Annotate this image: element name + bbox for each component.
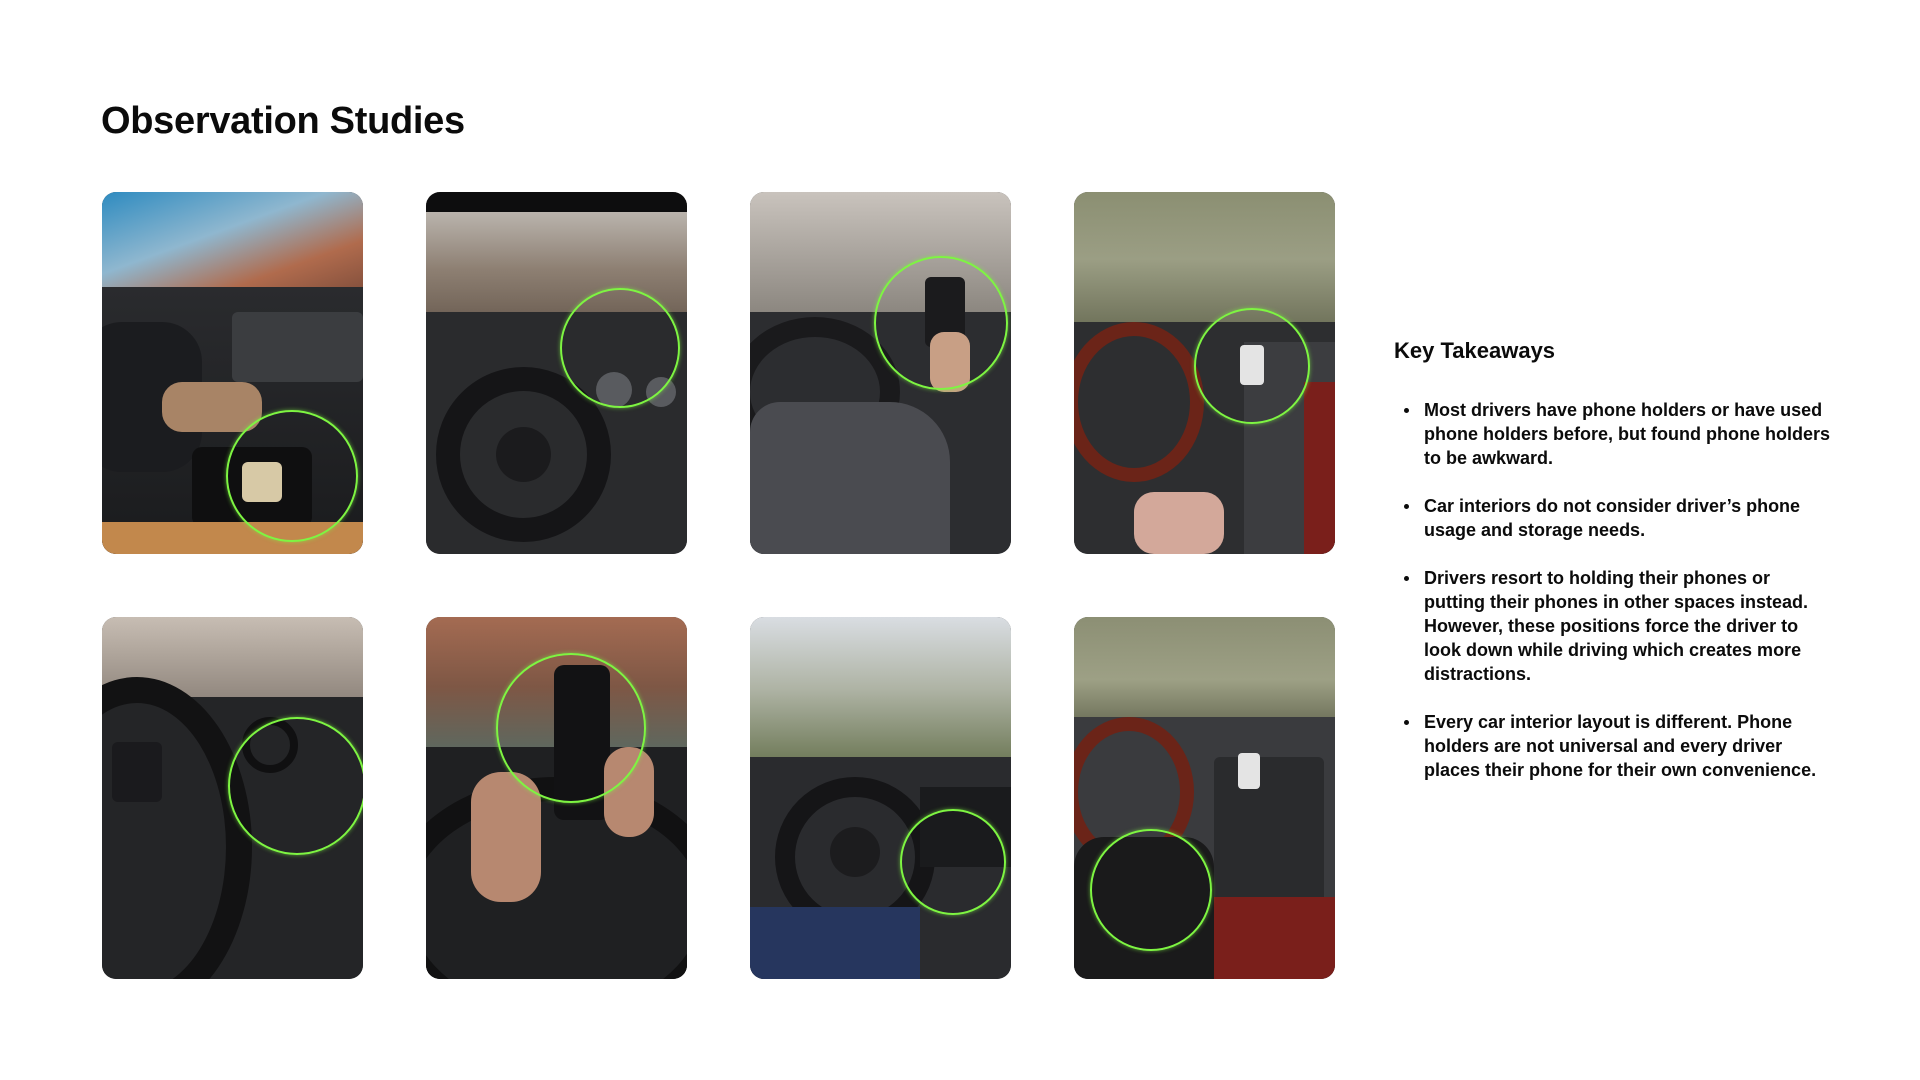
takeaway-item xyxy=(1394,566,1834,686)
highlight-circle xyxy=(900,809,1006,915)
takeaway-text: Most drivers have phone holders or have used phone holders before, but found phone holders to be awkward. xyxy=(1424,400,1830,468)
takeaway-item xyxy=(1394,494,1834,542)
observation-photo-2 xyxy=(426,192,687,554)
observation-photo-4 xyxy=(1074,192,1335,554)
observation-photo-3 xyxy=(750,192,1011,554)
takeaways-title: Key Takeaways xyxy=(1394,338,1556,363)
highlight-circle xyxy=(874,256,1008,390)
highlight-circle xyxy=(1194,308,1310,424)
observation-photo-7 xyxy=(750,617,1011,979)
bullet-icon xyxy=(1404,408,1409,413)
key-takeaways-panel xyxy=(1394,338,1834,806)
observation-photo-5 xyxy=(102,617,363,979)
car-interior-photo xyxy=(750,617,1011,979)
highlight-circle xyxy=(496,653,646,803)
highlight-circle xyxy=(560,288,680,408)
bullet-icon xyxy=(1404,720,1409,725)
takeaway-item xyxy=(1394,398,1834,470)
highlight-circle xyxy=(228,717,363,855)
takeaway-text: Drivers resort to holding their phones or putting their phones in other spaces instead. However, these positions force the driver to look down while driving which creates more distractions. xyxy=(1424,568,1809,684)
observation-photo-6 xyxy=(426,617,687,979)
takeaways-list xyxy=(1394,398,1834,782)
takeaway-item xyxy=(1394,710,1834,782)
bullet-icon xyxy=(1404,576,1409,581)
page-title: Observation Studies xyxy=(101,100,465,142)
observation-photo-1 xyxy=(102,192,363,554)
observation-photo-8 xyxy=(1074,617,1335,979)
highlight-circle xyxy=(226,410,358,542)
takeaway-text: Car interiors do not consider driver’s phone usage and storage needs. xyxy=(1424,496,1801,540)
takeaway-text: Every car interior layout is different. Phone holders are not universal and every driver places their phone for their own convenience. xyxy=(1424,712,1817,780)
bullet-icon xyxy=(1404,504,1409,509)
highlight-circle xyxy=(1090,829,1212,951)
